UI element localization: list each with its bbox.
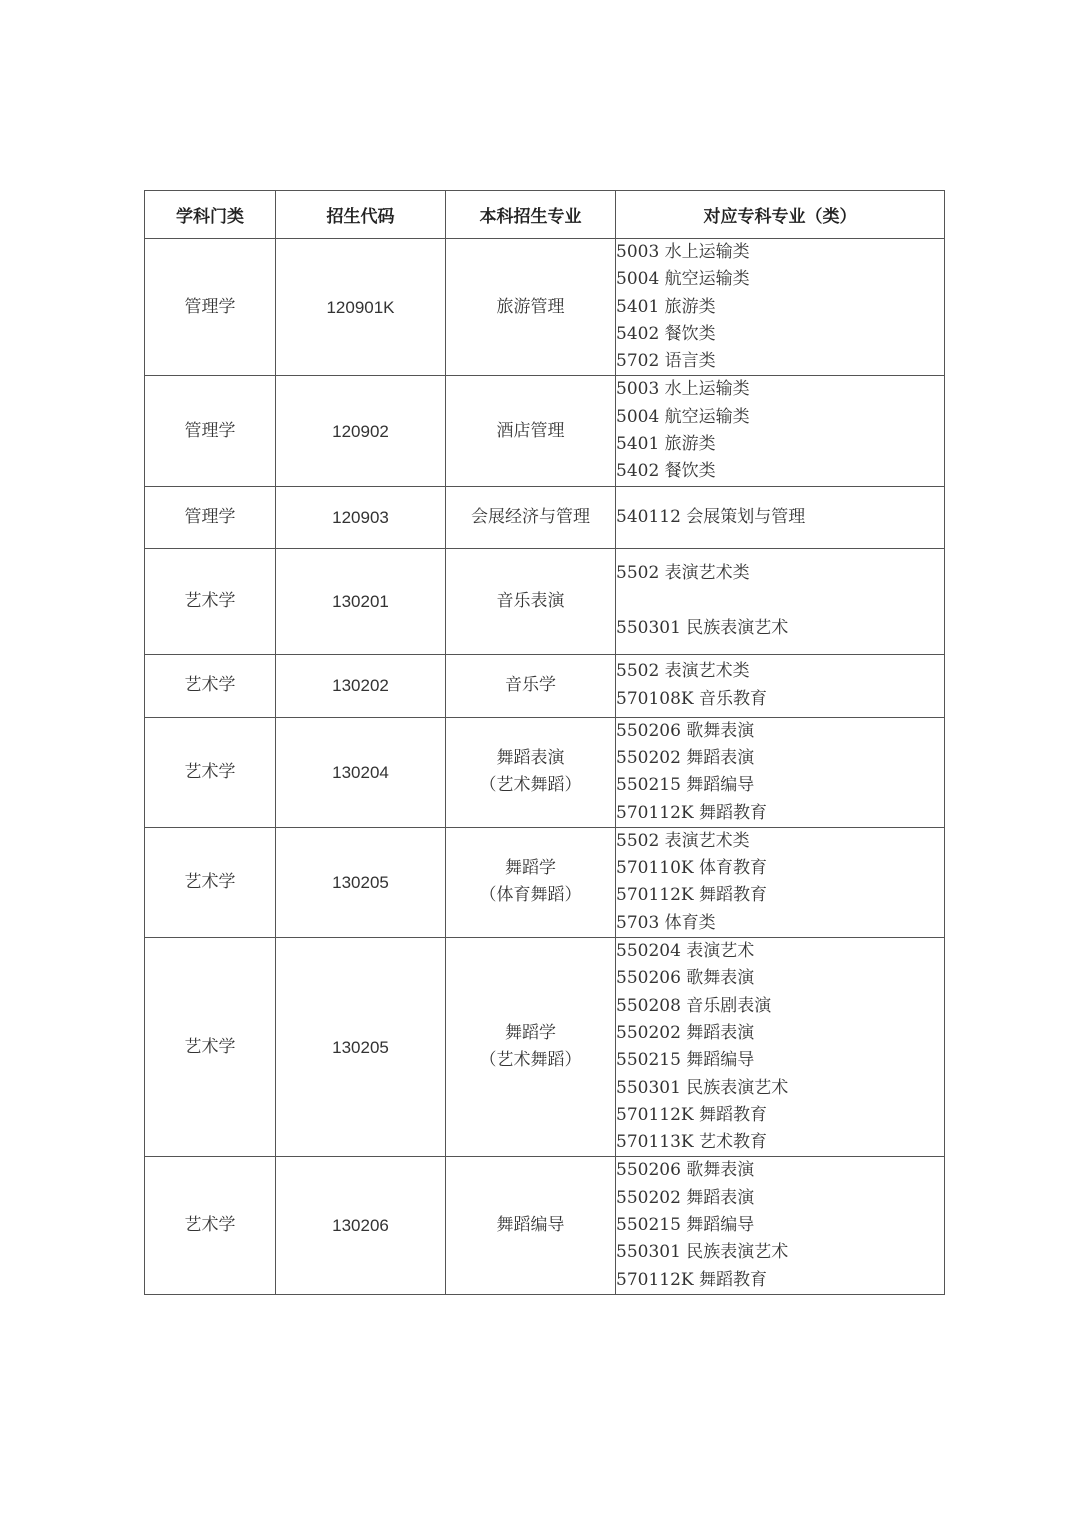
major-line: （艺术舞蹈） [479,1050,582,1071]
mapping-line: 550215 舞蹈编导 [616,775,755,796]
mapping-line: 550301 民族表演艺术 [616,1242,789,1263]
mapping-line: 5003 水上运输类 [616,379,750,400]
cell-code: 120901K [276,239,446,376]
major-line: （体育舞蹈） [479,885,582,906]
cell-category: 艺术学 [145,548,276,654]
table-row [145,938,945,1157]
mapping-line: 570113K 艺术教育 [616,1132,767,1153]
cell-mapping [616,717,945,827]
mapping-line: 550301 民族表演艺术 [616,617,789,638]
table-row [145,486,945,548]
mapping-line: 570108K 音乐教育 [616,688,767,709]
cell-code: 130205 [276,827,446,937]
table-body [145,239,945,1295]
cell-category: 艺术学 [145,827,276,937]
cell-category: 艺术学 [145,654,276,717]
mapping-line: 570112K 舞蹈教育 [616,802,767,823]
mapping-spacer [616,588,944,615]
header-major: 本科招生专业 [446,191,616,239]
cell-mapping [616,654,945,717]
mapping-line: 550206 歌舞表演 [616,1160,755,1181]
cell-code: 130206 [276,1157,446,1294]
header-category: 学科门类 [145,191,276,239]
cell-category: 艺术学 [145,938,276,1157]
cell-category: 管理学 [145,486,276,548]
cell-major [446,486,616,548]
table-row [145,827,945,937]
mapping-line: 5703 体育类 [616,912,716,933]
major-line: 音乐表演 [496,590,565,611]
table-row [145,1157,945,1294]
table-row [145,376,945,486]
cell-category: 管理学 [145,376,276,486]
mapping-line: 570112K 舞蹈教育 [616,1104,767,1125]
mapping-line: 5402 餐饮类 [616,323,716,344]
cell-code: 130204 [276,717,446,827]
cell-code: 130205 [276,938,446,1157]
cell-code: 120903 [276,486,446,548]
major-mapping-table [144,190,945,1295]
cell-mapping [616,938,945,1157]
major-line: 会展经济与管理 [471,506,590,527]
major-line: 旅游管理 [496,296,565,317]
major-line: 舞蹈学 [505,858,556,879]
cell-category: 艺术学 [145,717,276,827]
cell-mapping [616,1157,945,1294]
mapping-line: 570110K 体育教育 [616,858,767,879]
mapping-line: 570112K 舞蹈教育 [616,885,767,906]
mapping-line: 550215 舞蹈编导 [616,1050,755,1071]
cell-major [446,717,616,827]
major-line: 音乐学 [505,675,556,696]
cell-major [446,548,616,654]
mapping-line: 5502 表演艺术类 [616,830,750,851]
mapping-line: 540112 会展策划与管理 [616,506,806,527]
major-line: 舞蹈编导 [496,1215,565,1236]
mapping-line: 550202 舞蹈表演 [616,747,755,768]
cell-major [446,376,616,486]
mapping-line: 550204 表演艺术 [616,941,755,962]
cell-code: 130202 [276,654,446,717]
cell-code: 120902 [276,376,446,486]
header-code: 招生代码 [276,191,446,239]
mapping-line: 550208 音乐剧表演 [616,995,772,1016]
mapping-line: 5402 餐饮类 [616,461,716,482]
mapping-line: 5502 表演艺术类 [616,563,750,584]
cell-mapping [616,548,945,654]
mapping-line: 5003 水上运输类 [616,242,750,262]
mapping-line: 570112K 舞蹈教育 [616,1269,767,1290]
cell-category: 艺术学 [145,1157,276,1294]
mapping-line: 550206 歌舞表演 [616,968,755,989]
mapping-line: 550202 舞蹈表演 [616,1022,755,1043]
mapping-line: 5401 旅游类 [616,296,716,317]
cell-major [446,938,616,1157]
table-row [145,654,945,717]
mapping-line: 550202 舞蹈表演 [616,1187,755,1208]
mapping-line: 550215 舞蹈编导 [616,1215,755,1236]
header-mapping: 对应专科专业（类） [616,191,945,239]
cell-major [446,239,616,376]
mapping-line: 550301 民族表演艺术 [616,1077,789,1098]
cell-mapping [616,376,945,486]
table-row [145,239,945,376]
table-header-row [145,191,945,239]
mapping-line: 5702 语言类 [616,351,716,372]
major-line: 舞蹈学 [505,1023,556,1044]
mapping-line: 5401 旅游类 [616,434,716,455]
cell-major [446,654,616,717]
cell-major [446,1157,616,1294]
major-line: （艺术舞蹈） [479,775,582,796]
mapping-line: 550206 歌舞表演 [616,720,755,741]
mapping-line: 5004 航空运输类 [616,269,750,290]
cell-mapping [616,486,945,548]
table-row [145,717,945,827]
mapping-line: 5004 航空运输类 [616,406,750,427]
cell-category: 管理学 [145,239,276,376]
cell-major [446,827,616,937]
cell-mapping [616,239,945,376]
major-line: 酒店管理 [496,420,565,441]
cell-code: 130201 [276,548,446,654]
table-row [145,548,945,654]
major-line: 舞蹈表演 [496,748,565,769]
cell-mapping [616,827,945,937]
mapping-line: 5502 表演艺术类 [616,661,750,682]
